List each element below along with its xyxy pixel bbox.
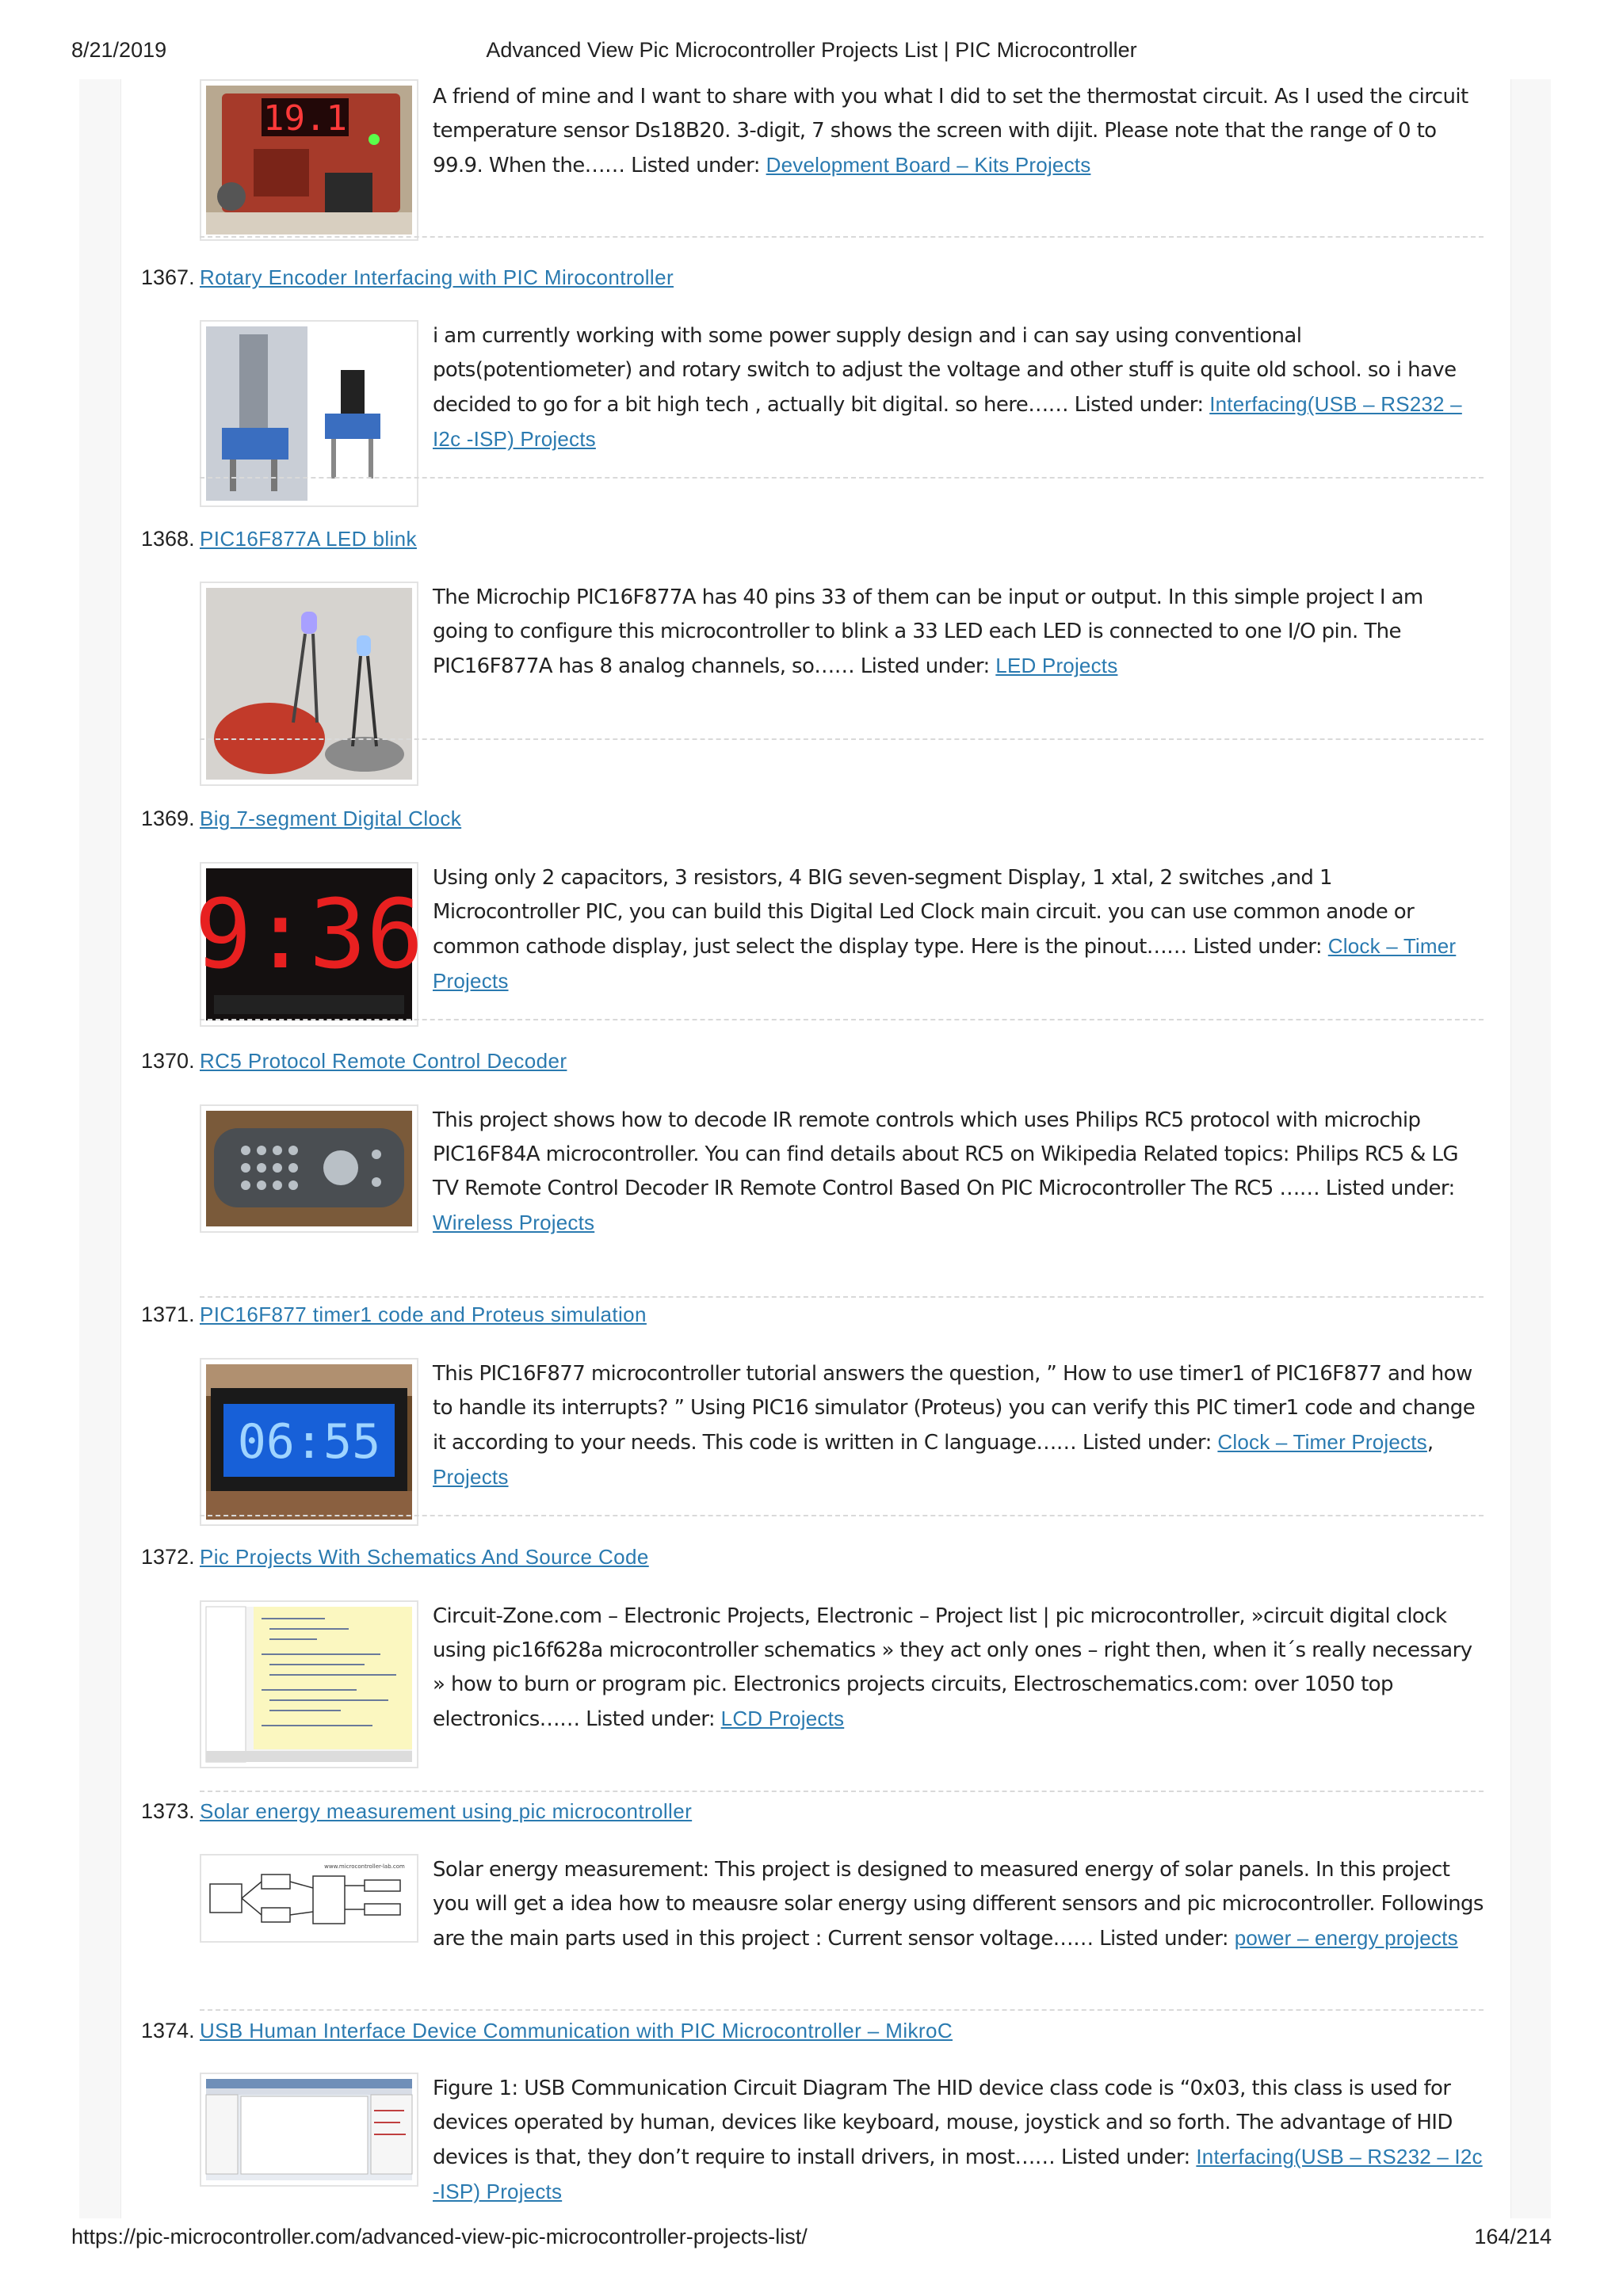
category-link[interactable]: Interfacing(USB – RS232 – I2c -ISP) Projects [433,392,1462,451]
entry-number: 1373. [141,1799,195,1823]
separator [200,1515,1484,1516]
category-link[interactable]: Clock – Timer Projects [1217,1430,1427,1454]
entry-title-link[interactable]: PIC16F877A LED blink [200,527,417,551]
entry-title-link[interactable]: RC5 Protocol Remote Control Decoder [200,1049,567,1073]
seven-segment-clock-image [194,868,424,1020]
thermostat-board-image [206,86,412,235]
entry-number: 1371. [141,1302,195,1326]
source-code-image [206,1607,412,1762]
entry-number: 1367. [141,265,195,289]
separator [200,1296,1484,1298]
rotary-encoder-image [206,326,412,501]
entry-number: 1370. [141,1049,195,1073]
description-1372: Circuit-Zone.com – Electronic Projects, Electronic – Project list | pic microcontroller, »circuit digital clock using pic16f628a microcontroller schematics » they act only ones – right then, when it´s really necessary » how to burn or program pic. Electronics projects circuits, Electroschematics.com: over 1050 top electronics…… Listed under: LCD Projects [433,1604,1472,1731]
separator [200,2009,1484,2011]
page-title: Advanced View Pic Microcontroller Projects List | PIC Microcontroller [486,38,1137,62]
category-link[interactable]: Interfacing(USB – RS232 – I2c -ISP) Projects [433,2145,1483,2203]
lcd-timer-image [206,1364,412,1520]
description-1368: The Microchip PIC16F877A has 40 pins 33 of them can be input or output. In this simple project I am going to configure this microcontroller to blink a 33 LED each LED is connected to one I/O pin. The PIC16F877A has 8 analog channels, so…… Listed under: LED Projects [433,585,1423,678]
category-link[interactable]: Development Board – Kits Projects [766,153,1091,177]
usb-screenshot-image [206,2079,412,2180]
page-url: https://pic-microcontroller.com/advanced-view-pic-microcontroller-projects-list/ [71,2225,808,2248]
description-0: A friend of mine and I want to share with you what I did to set the thermostat circuit. As I used the circuit temperature sensor Ds18B20. 3-digit, 7 shows the screen with dijit. Please note that the range of 0 to 99.9. When the…… Listed under: Development Board – Kits Projects [433,85,1468,177]
entry-number: 1369. [141,807,195,830]
page-number: 164/214 [1474,2225,1552,2248]
entry-number: 1374. [141,2019,195,2042]
entry-heading [141,527,417,551]
entry-title-link[interactable]: Solar energy measurement using pic microcontroller [200,1799,693,1823]
entry-heading [141,1049,567,1074]
thumbnail-blue-leds[interactable] [200,582,418,786]
remote-control-image [206,1111,412,1226]
description-1367: i am currently working with some power supply design and i can say using conventional pots(potentiometer) and rotary switch to adjust the voltage and other stuff is quite old school. so i have decided to go for a bit high tech , actually bit digital. so here…… Listed under: Interfacing(USB – RS232 – I2c -ISP) Projects [433,324,1462,451]
entry-heading [141,265,674,290]
separator [200,477,1484,479]
entry-title-link[interactable]: Pic Projects With Schematics And Source Code [200,1545,649,1569]
entry-title-link[interactable]: USB Human Interface Device Communication with PIC Microcontroller – MikroC [200,2019,953,2042]
entry-title-link[interactable]: Big 7-segment Digital Clock [200,807,462,830]
diagram-url-text: www.microcontroller-lab.com [324,1863,405,1870]
description-1370: This project shows how to decode IR remote controls which uses Philips RC5 protocol with microchip PIC16F84A microcontroller. You can find details about RC5 on Wikipedia Related topics: Philips RC5 & LG TV Remote Control Decoder IR Remote Control Based On PIC Microcontroller The RC5 …… Listed under: Wireless Projects [433,1108,1458,1234]
category-link[interactable]: LED Projects [995,654,1118,677]
entry-title-link[interactable]: PIC16F877 timer1 code and Proteus simulation [200,1302,647,1326]
category-link[interactable]: Wireless Projects [433,1211,595,1234]
category-link[interactable]: power – energy projects [1234,1926,1458,1950]
entry-heading [141,807,461,831]
lcd-display-text: 06:55 [237,1414,381,1470]
thermostat-display-text: 19.1 [263,98,347,139]
thumbnail-source-code[interactable] [200,1600,418,1768]
entry-title-link[interactable]: Rotary Encoder Interfacing with PIC Mirocontroller [200,265,674,289]
description-1371: This PIC16F877 microcontroller tutorial answers the question, ” How to use timer1 of PIC16F877 and how to handle its interrupts? ” Using PIC16 simulator (Proteus) you can verify this PIC timer1 code and change it according to your needs. This code is written in C language…… Listed under: Clock – Timer Projects, Projects [433,1362,1476,1489]
thumbnail-usb-screenshot[interactable] [200,2073,418,2187]
thumbnail-rotary-encoders[interactable] [200,320,418,507]
entry-number: 1368. [141,527,195,551]
thumbnail-seven-segment-clock[interactable] [194,862,424,1027]
separator [200,738,1484,740]
category-link[interactable]: LCD Projects [720,1707,845,1730]
description-1374: Figure 1: USB Communication Circuit Diagram The HID device class code is “0x03, this class is used for devices operated by human, devices like keyboard, mouse, joystick and so forth. The advantage of HID devices is that, they don’t require to install drivers, in most…… Listed under: Interfacing(USB – RS232 – I2c -ISP) Projects [433,2077,1483,2203]
solar-diagram-image [206,1860,412,1936]
blue-led-image [206,588,412,780]
entry-heading [141,1545,649,1569]
description-1369: Using only 2 capacitors, 3 resistors, 4 BIG seven-segment Display, 1 xtal, 2 switches ,and 1 Microcontroller PIC, you can build this Digital Led Clock main circuit. you can use common anode or common cathode display, just select the display type. Here is the pinout…… Listed under: Clock – Timer Projects [433,866,1457,993]
category-link[interactable]: Projects [433,1465,509,1489]
entry-heading [141,2019,953,2043]
category-link[interactable]: Clock – Timer Projects [433,934,1457,993]
description-1373: Solar energy measurement: This project is designed to measured energy of solar panels. In this project you will get a idea how to meausre solar energy using different sensors and pic microcontroller. Followings are the main parts used in this project : Current sensor voltage…… Listed under: power – energy projects [433,1858,1484,1951]
separator [200,1019,1484,1020]
entry-heading [141,1302,647,1327]
clock-display-text: 9:36 [194,880,424,990]
separator [200,236,1484,238]
print-date: 8/21/2019 [71,38,167,62]
separator [200,1791,1484,1792]
thumbnail-lcd-timer[interactable] [200,1358,418,1526]
thumbnail-remote-control[interactable] [200,1104,418,1233]
entry-heading [141,1799,692,1824]
thumbnail-thermostat-board[interactable] [200,79,418,241]
entry-number: 1372. [141,1545,195,1569]
thumbnail-solar-diagram[interactable] [200,1854,418,1943]
